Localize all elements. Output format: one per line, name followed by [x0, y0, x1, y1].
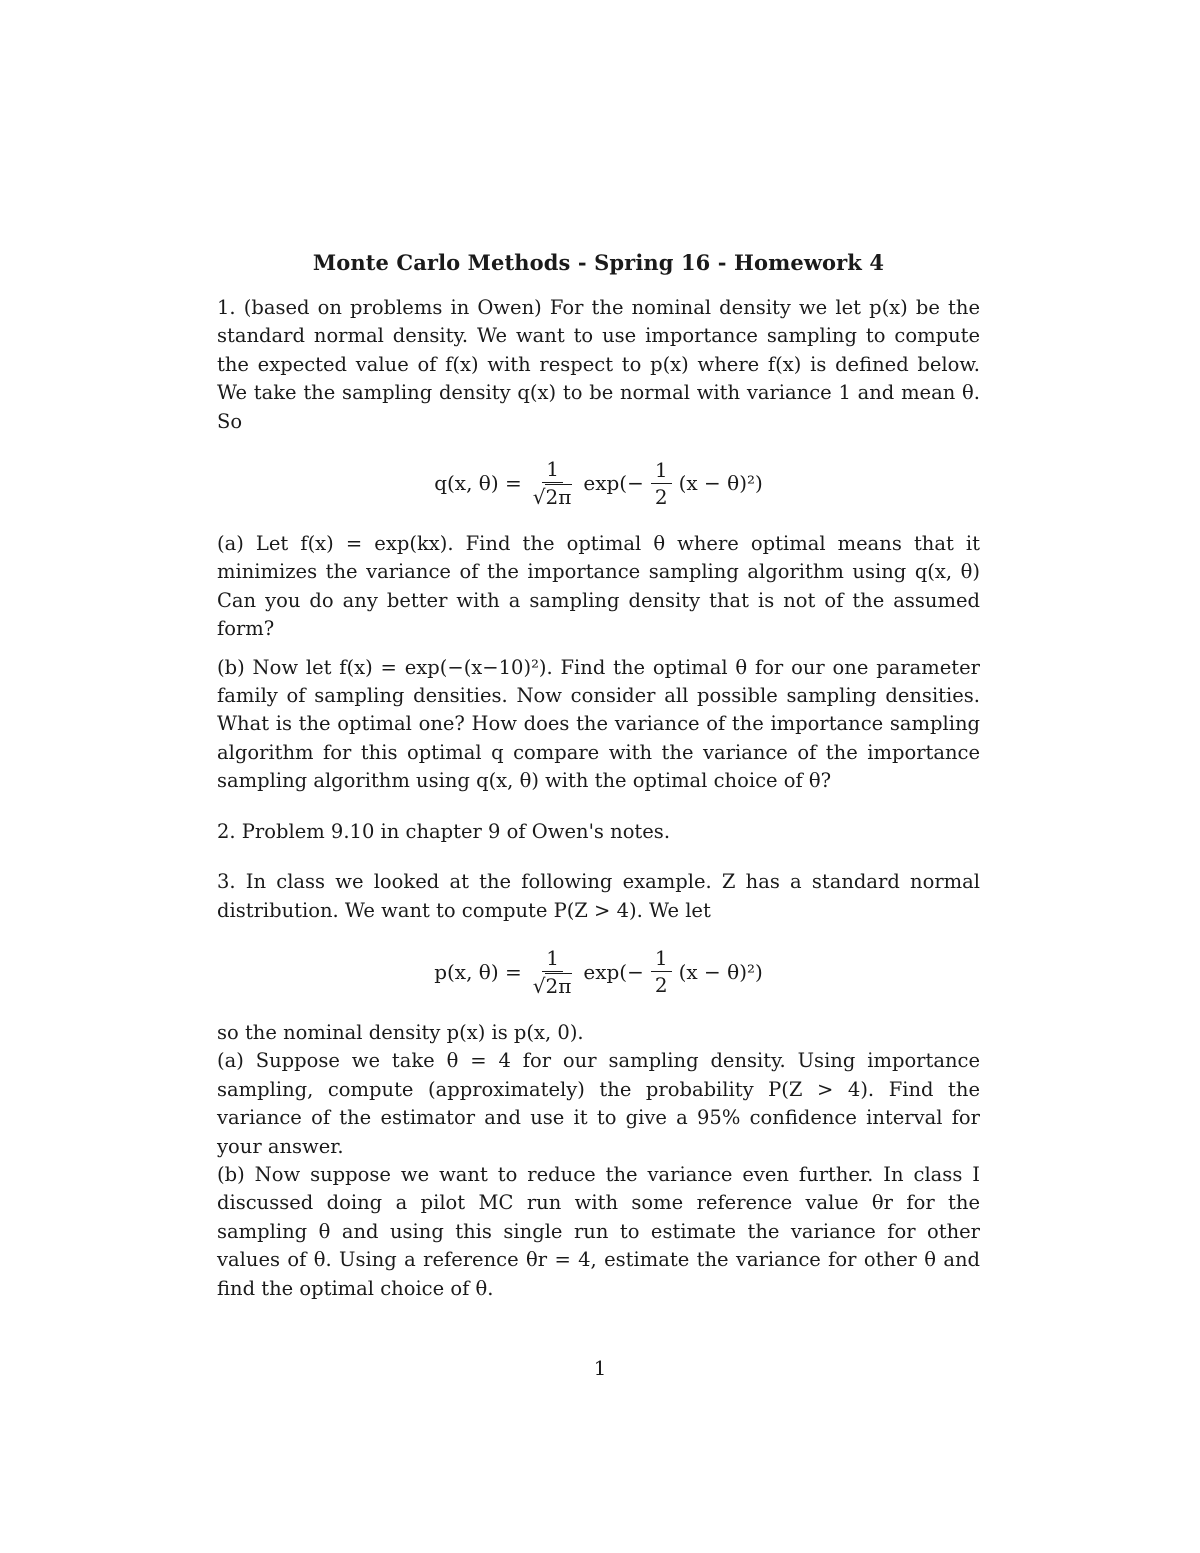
problem-2: 2. Problem 9.10 in chapter 9 of Owen's notes.	[217, 819, 671, 843]
problem-3-part-b: (b) Now suppose we want to reduce the variance even further. In class I discussed doing a pilot MC run with some reference value θr for the sampling θ and using this single run to estimate the variance for other values of θ. Using a reference θr = 4, estimate the variance for other θ and find the optimal choice of θ.	[217, 1162, 980, 1300]
eq-half-fraction	[651, 946, 672, 997]
sqrt-radicand: 2π	[545, 973, 572, 998]
document-body	[217, 248, 980, 1303]
problem-1-intro: 1. (based on problems in Owen) For the nominal density we let p(x) be the standard normal density. We want to use importance sampling to compute the expected value of f(x) with respect to p(x) where f(x) is defined below. We take the sampling density q(x) to be normal with variance 1 and mean θ. So	[217, 296, 980, 433]
eq-half-numerator: 1	[651, 458, 672, 484]
problem-1-part-b: (b) Now let f(x) = exp(−(x−10)²). Find the optimal θ for our one parameter family of sampling densities. Now consider all possible sampling densities. What is the optimal one? How does the variance of the importance sampling algorithm for this optimal q compare with the variance of the importance sampling algorithm using q(x, θ) with the optimal choice of θ?	[217, 655, 980, 793]
eq-half-fraction	[651, 458, 672, 509]
eq-exp-prefix: exp(−	[583, 959, 644, 984]
problem-3-after-equation: so the nominal density p(x) is p(x, 0).	[217, 1020, 584, 1044]
page-number: 1	[593, 1356, 607, 1380]
page-title: Monte Carlo Methods - Spring 16 - Homework 4	[312, 250, 885, 275]
equation-p-density	[217, 943, 980, 1001]
eq-exp-suffix: (x − θ)²)	[678, 471, 763, 496]
eq-coefficient-fraction	[529, 457, 577, 509]
eq-coef-denominator	[529, 483, 577, 509]
eq-half-denominator: 2	[654, 484, 668, 509]
eq-half-numerator: 1	[651, 946, 672, 972]
eq-coef-numerator: 1	[542, 946, 563, 972]
sqrt-radicand: 2π	[545, 485, 572, 510]
eq-half-denominator: 2	[654, 973, 668, 998]
eq-lhs: q(x, θ) =	[434, 471, 522, 496]
eq-exp-suffix: (x − θ)²)	[678, 959, 763, 984]
problem-3-part-a: (a) Suppose we take θ = 4 for our sampling density. Using importance sampling, compute (approximately) the probability P(Z > 4). Find the variance of the estimator and use it to give a 95% confidence interval for your answer.	[217, 1049, 980, 1158]
problem-1-part-a: (a) Let f(x) = exp(kx). Find the optimal θ where optimal means that it minimizes the variance of the importance sampling algorithm using q(x, θ) Can you do any better with a sampling density that is not of the assumed form?	[217, 532, 980, 641]
sqrt-symbol: √ 2π	[532, 973, 572, 998]
problem-3-intro: 3. In class we looked at the following example. Z has a standard normal distribution. We want to compute P(Z > 4). We let	[217, 870, 980, 922]
eq-exp-prefix: exp(−	[583, 471, 644, 496]
eq-coef-numerator: 1	[542, 457, 563, 483]
sqrt-symbol: √ 2π	[532, 485, 572, 510]
eq-coefficient-fraction	[529, 946, 577, 998]
equation-q-density	[217, 454, 980, 512]
eq-lhs: p(x, θ) =	[434, 959, 522, 984]
eq-coef-denominator	[529, 972, 577, 998]
